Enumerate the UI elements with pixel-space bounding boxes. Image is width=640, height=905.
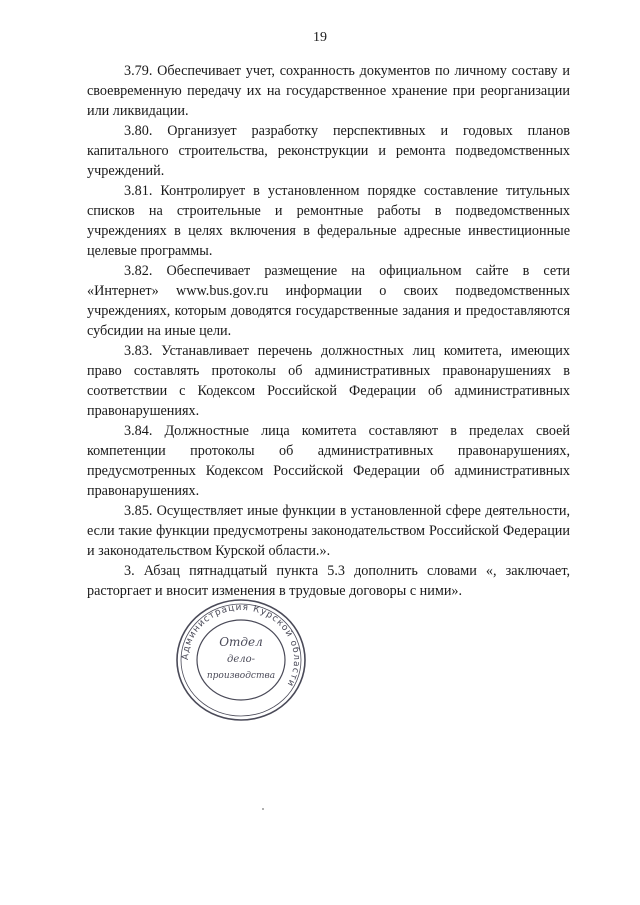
- paragraph-3-81: 3.81. Контролирует в установленном порядке составление титульных списков на строительные и ремонтные работы в подведомственных учреждениях в целях включения в федеральные адресные инвестиционные целевые программы.: [87, 183, 570, 259]
- paragraph-3-79: 3.79. Обеспечивает учет, сохранность документов по личному составу и своевременную передачу их на государственное хранение при реорганизации или ликвидации.: [87, 63, 570, 119]
- page-number: 19: [313, 30, 327, 45]
- paragraph-3-85: 3.85. Осуществляет иные функции в установленной сфере деятельности, если такие функции предусмотрены законодательством Российской Федерации и законодательством Курской области.».: [87, 503, 570, 559]
- stamp-line-2: дело-: [226, 654, 256, 665]
- paragraph-3-80: 3.80. Организует разработку перспективных и годовых планов капитального строительства, реконструкции и ремонта подведомственных учреждений.: [87, 123, 570, 179]
- paragraph-3-82: 3.82. Обеспечивает размещение на официальном сайте в сети «Интернет» www.bus.gov.ru информации о своих подведомственных учреждениях, которым доводятся государственные задания и предоставляются субсидии на иные цели.: [87, 263, 570, 339]
- paragraph-3-83: 3.83. Устанавливает перечень должностных лиц комитета, имеющих право составлять протоколы об административных правонарушениях в соответствии с Кодексом Российской Федерации об административных правонарушениях.: [87, 343, 570, 419]
- stamp-ring-text: Администрация Курской области: [180, 602, 302, 689]
- scan-speck: [262, 808, 264, 810]
- paragraph-amendment-3: 3. Абзац пятнадцатый пункта 5.3 дополнить словами «, заключает, расторгает и вносит изменения в трудовые договоры с ними».: [87, 563, 570, 599]
- stamp-line-3: производства: [206, 671, 276, 681]
- stamp-line-1: Отдел: [219, 635, 263, 649]
- office-stamp: [172, 596, 310, 724]
- paragraph-3-84: 3.84. Должностные лица комитета составляют в пределах своей компетенции протоколы об административных правонарушениях, предусмотренных Кодексом Российской Федерации об административных правонарушениях.: [87, 423, 570, 499]
- document-body: [87, 61, 570, 601]
- stamp-seal-icon: [172, 596, 310, 724]
